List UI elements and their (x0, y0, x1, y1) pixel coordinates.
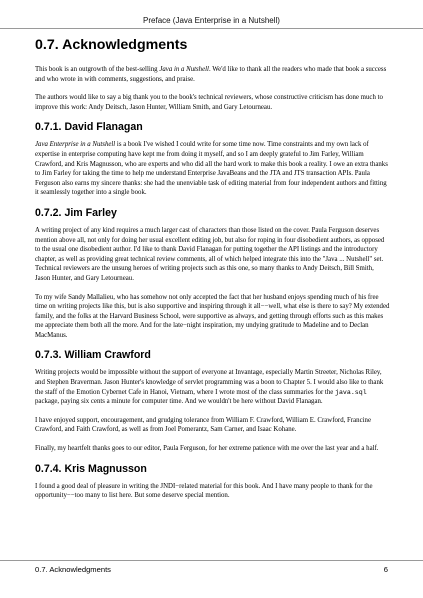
page-number: 6 (383, 565, 388, 574)
page-content (35, 37, 390, 510)
farley-paragraph-1: A writing project of any kind requires a much larger cast of characters than those listed on the cover. Paula Ferguson deserves mention above all, not only for doing her usual excellent editing job, but also for roping in four disobedient authors, as opposed to the usual one disobedient author. I'd like to thank David Flanagan for putting together the API listings and the introductory chapter, as well as providing great technical review comments, all of which helped integrate this into the "Java ... Nutshell" set. Technical reviewers are the unsung heroes of writing projects such as this one, so many thanks to Andy Deitsch, Bill Smith, Jason Hunter, and Gary Letourneau. (35, 226, 385, 282)
header-rule (0, 28, 423, 29)
footer-rule (0, 560, 423, 561)
crawford-paragraph-1 (35, 368, 390, 406)
footer-section-label: 0.7. Acknowledgments (35, 565, 111, 574)
subsection-title-magnusson: 0.7.4. Kris Magnusson (35, 462, 147, 475)
intro-p1-text: This book is an outgrowth of the best-selling (35, 66, 160, 73)
subsection-title-farley: 0.7.2. Jim Farley (35, 206, 117, 219)
running-header: Preface (Java Enterprise in a Nutshell) (143, 16, 280, 25)
farley-paragraph-2: To my wife Sandy Mallalieu, who has somehow not only accepted the fact that her husband enjoys spending much of his free time on writing projects like this, but is also supportive and inspiring through it all−−well, what else is there to say? My extended family, and the folks at the Harvard Business School, were supportive as always, and getting through efforts such as this makes me appreciate them both all the more. And for the late−night inspiration, my undying gratitude to Madeline and to Declan MacManus. (35, 293, 390, 339)
section-title: 0.7. Acknowledgments (35, 37, 188, 53)
subsection-title-flanagan: 0.7.1. David Flanagan (35, 121, 143, 134)
book-title-emphasis: Java Enterprise in a Nutshell (35, 141, 116, 149)
crawford-paragraph-3: Finally, my heartfelt thanks goes to our editor, Paula Ferguson, for her extreme patience with me over the last year and a half. (35, 445, 379, 453)
flanagan-p1-text: is a book I've wished I could write for some time now. Time constraints and my own lack of expertise in enterprise computing have kept me from doing it myself, and so I am deeply grateful to Jim Farley, William Crawford, and Kris Magnusson, who are experts and who did all the hard work to make this book a reality. I owe an extra thanks to Jim Farley for taking the time to help me understand Enterprise JavaBeans and the JTA and JTS transaction APIs. Paula Ferguson also earns my sincere thanks: she had the unenviable task of editing material from four independent authors and fitting it seamlessly together into a single book. (35, 141, 388, 197)
magnusson-paragraph-1: I found a good deal of pleasure in writing the JNDI−related material for this book. And I have many people to thank for the opportunity−−too many to list here. But some deserve special mention. (35, 482, 373, 500)
crawford-p1-text: Writing projects would be impossible without the support of everyone at Invantage, especially Martin Streeter, Nicholas Riley, and Stephen Braverman. Jason Hunter's knowledge of servlet programming was a boon to Chapter 5. I would also like to thank the staff of the Emotion Cybernet Cafe in Hanoi, Vietnam, where I wrote most of the class summaries for the (35, 369, 384, 396)
crawford-p1-text-end: package, paying six cents a minute for computer time. And we wouldn't be here without David Flanagan. (35, 398, 323, 406)
book-title-emphasis: Java in a Nutshell (159, 66, 209, 73)
crawford-paragraph-2: I have enjoyed support, encouragement, and grudging tolerance from William F. Crawford, William E. Crawford, Francine Crawford, and Faith Crawford, as well as from Joel Pomerantz, Sam Carner, and Isaac Kohane. (35, 416, 371, 434)
intro-paragraph-1 (35, 65, 390, 84)
intro-paragraph-2: The authors would like to say a big thank you to the book's technical reviewers, whose constructive criticism has done much to improve this work: Andy Deitsch, Jason Hunter, William Smith, and Gary Letourneau. (35, 94, 383, 111)
intro-p1-text-end: . We'd like to thank all the readers who made that book a success and who wrote in with comments, suggestions, and praise. (35, 66, 387, 83)
flanagan-paragraph-1 (35, 140, 390, 198)
subsection-title-crawford: 0.7.3. William Crawford (35, 349, 151, 362)
code-package-name: java.sql (335, 388, 367, 396)
